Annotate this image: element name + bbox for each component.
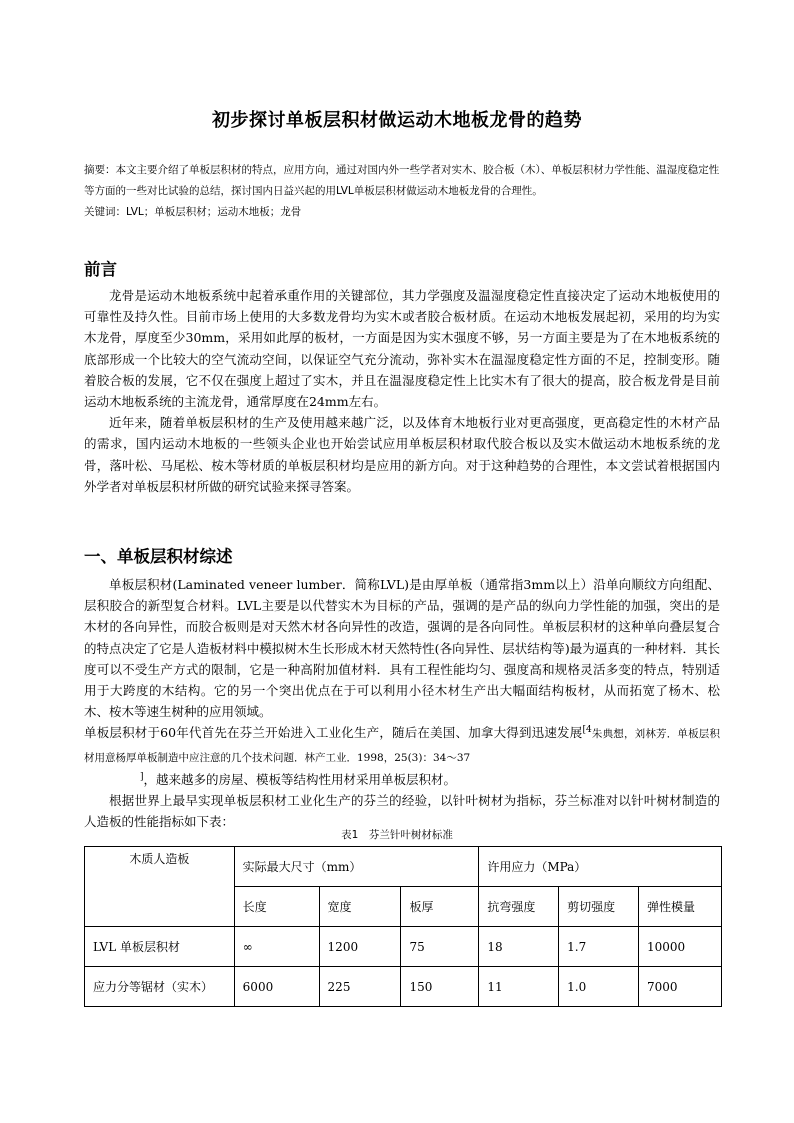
abstract-block <box>84 160 724 223</box>
subheader-width: 宽度 <box>319 887 401 927</box>
subheader-bending-strength: 抗弯强度 <box>479 887 559 927</box>
section1-paragraph-2-end: ，越来越多的房屋、模板等结构性用材采用单板层积材。 <box>143 771 457 787</box>
table-caption: 表1 芬兰针叶树材标准 <box>341 829 453 841</box>
table-cell: ∞ <box>234 927 319 967</box>
subheader-elastic-modulus: 弹性模量 <box>639 887 722 927</box>
finland-softwood-standard-table <box>84 846 722 1007</box>
header-stress-group: 许用应力（MPa） <box>479 847 722 887</box>
table-cell: 11 <box>479 967 559 1007</box>
subheader-shear-strength: 剪切强度 <box>559 887 639 927</box>
intro-paragraph-1: 龙骨是运动木地板系统中起着承重作用的关键部位，其力学强度及温湿度稳定性直接决定了运动木地板使用的可靠性及持久性。目前市场上使用的大多数龙骨均为实木或者胶合板材质。在运动木地板发展起初，采用的均为实木龙骨，厚度至少30mm，采用如此厚的板材，一方面是因为实木强度不够，另一方面主要是为了在木地板系统的底部形成一个比较大的空气流动空间，以保证空气充分流动，弥补实木在温湿度稳定性方面的不足，控制变形。随着胶合板的发展，它不仅在强度上超过了实木，并且在温湿度稳定性上比实木有了很大的提高，胶合板龙骨是目前运动木地板系统的主流龙骨，通常厚度在24mm左右。 <box>84 288 720 410</box>
paper-title: 初步探讨单板层积材做运动木地板龙骨的趋势 <box>212 110 582 131</box>
reference-note: 朱典想，刘林芳．单板层积材用意杨厚单板制造中应注意的几个技术问题．林产工业．1998，25(3)：34～37 <box>84 728 720 764</box>
table-cell: 10000 <box>639 927 722 967</box>
reference-open: [ <box>582 725 586 736</box>
section-heading-1: 一、单板层积材综述 <box>84 547 233 566</box>
table-row <box>85 967 722 1007</box>
table-cell: 1.7 <box>559 927 639 967</box>
section1-paragraph-1: 单板层积材(Laminated veneer lumber．简称LVL)是由厚单板（通常指3mm以上）沿单向顺纹方向组配、层积胶合的新型复合材料。LVL主要是以代替实木为目标的产品，强调的是产品的纵向力学性能的加强，突出的是木材的各向异性，而胶合板则是对天然木材各向异性的改造，强调的是各向同性。单板层积材的这种单向叠层复合的特点决定了它是人造板材料中模拟树木生长形成木材天然特性(各向异性、层状结构等)最为逼真的一种材料．其长度可以不受生产方式的限制，它是一种高附加值材料．具有工程性能均匀、强度高和规格灵活多变的特点，特别适用于大跨度的木结构。它的另一个突出优点在于可以利用小径木材生产出大幅面结构板材，从而拓宽了杨木、松木、桉木等速生树种的应用领域。 <box>84 577 720 720</box>
section1-paragraph-2 <box>84 722 720 790</box>
table-cell: 1200 <box>319 927 401 967</box>
row-label: 应力分等锯材（实木） <box>85 967 235 1007</box>
table-row <box>85 927 722 967</box>
table-cell: 1.0 <box>559 967 639 1007</box>
abstract-text: 摘要：本文主要介绍了单板层积材的特点，应用方向，通过对国内外一些学者对实木、胶合板（木）、单板层积材力学性能、温湿度稳定性等方面的一些对比试验的总结，探讨国内日益兴起的用LVL单板层积材做运动木地板龙骨的合理性。 <box>84 164 720 197</box>
subheader-thickness: 板厚 <box>401 887 479 927</box>
intro-paragraph-2: 近年来，随着单板层积材的生产及使用越来越广泛，以及体育木地板行业对更高强度，更高稳定性的木材产品的需求，国内运动木地板的一些领头企业也开始尝试应用单板层积材取代胶合板以及实木做运动木地板系统的龙骨，落叶松、马尾松、桉木等材质的单板层积材均是应用的新方向。对于这种趋势的合理性，本文尝试着根据国内外学者对单板层积材所做的研究试验来探寻答案。 <box>84 415 720 494</box>
keywords: 关键词：LVL；单板层积材；运动木地板；龙骨 <box>84 206 302 218</box>
header-material: 木质人造板 <box>85 847 235 927</box>
row-label: LVL 单板层积材 <box>85 927 235 967</box>
subheader-length: 长度 <box>234 887 319 927</box>
table-cell: 150 <box>401 967 479 1007</box>
table-cell: 18 <box>479 927 559 967</box>
section1-paragraph-2-start: 单板层积材于60年代首先在芬兰开始进入工业化生产，随后在美国、加拿大得到迅速发展 <box>84 725 583 741</box>
reference-number: 4 <box>585 725 592 736</box>
section1-body <box>84 574 720 832</box>
reference-close: ] <box>140 771 144 782</box>
table-cell: 7000 <box>639 967 722 1007</box>
table-cell: 225 <box>319 967 401 1007</box>
section-heading-intro: 前言 <box>84 260 117 279</box>
table-header-row <box>85 847 722 887</box>
intro-body <box>84 285 720 497</box>
table-cell: 6000 <box>234 967 319 1007</box>
header-size-group: 实际最大尺寸（mm） <box>234 847 479 887</box>
table-cell: 75 <box>401 927 479 967</box>
section1-paragraph-3: 根据世界上最早实现单板层积材工业化生产的芬兰的经验，以针叶树材为指标，芬兰标准对以针叶树材制造的人造板的性能指标如下表： <box>84 793 720 830</box>
